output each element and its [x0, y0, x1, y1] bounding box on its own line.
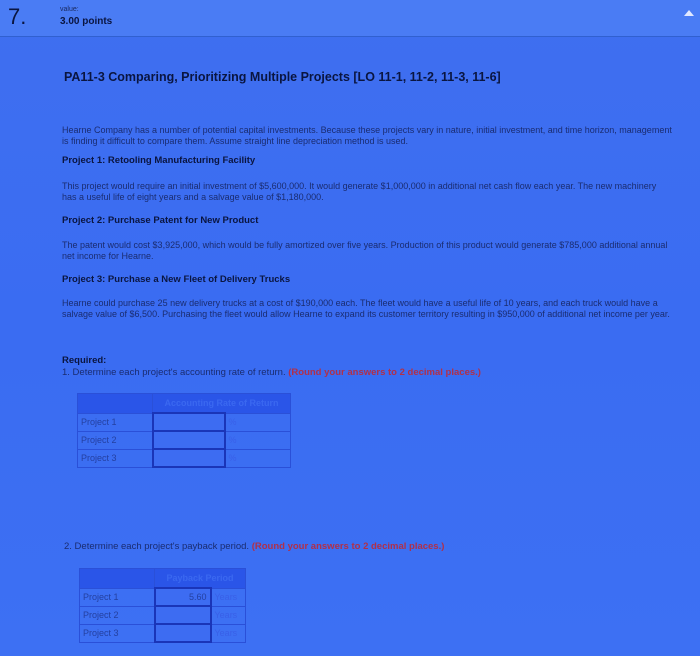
arr-table: [77, 393, 291, 468]
intro-text: Hearne Company has a number of potential capital investments. Because these projects vary in nature, initial investment, and time horizon, management is finding it difficult to compare them. Assume straight line depreciation method is used.: [62, 125, 672, 146]
arr-project-1-input[interactable]: [153, 413, 225, 431]
rounding-note: (Round your answers to 2 decimal places.): [251, 541, 445, 552]
rounding-note: (Round your answers to 2 decimal places.): [288, 367, 481, 378]
table-row: Project 2 Years: [80, 606, 246, 624]
table-row: Project 3 %: [78, 449, 291, 467]
payback-header: Payback Period: [155, 569, 246, 589]
table-row: Project 1 %: [78, 413, 291, 431]
arr-header: Accounting Rate of Return: [153, 394, 291, 414]
project-2-heading: Project 2: Purchase Patent for New Product: [62, 215, 259, 226]
project-3-text: Hearne could purchase 25 new delivery trucks at a cost of $190,000 each. The fleet would have a useful life of 10 years, and each truck would have a salvage value of $6,500. Purchasing the fleet would allow Hearne to expand its customer territory resulting in $950,000 of additional net income per year.: [62, 298, 670, 319]
payback-project-3-input[interactable]: [155, 624, 211, 642]
collapse-chevron-icon[interactable]: [684, 10, 694, 16]
payback-table: [79, 568, 246, 643]
question-header: [0, 0, 700, 37]
project-1-text: This project would require an initial investment of $5,600,000. It would generate $1,000,000 in additional net cash flow each year. The new machinery has a useful life of eight years and a salvage value of $1,180,000.: [62, 181, 657, 202]
payback-project-2-input[interactable]: [155, 606, 211, 624]
question-1: 1. Determine each project's accounting rate of return. (Round your answers to 2 decimal places.): [62, 367, 481, 378]
question-2: 2. Determine each project's payback period. (Round your answers to 2 decimal places.): [64, 541, 445, 552]
points-value: 3.00 points: [60, 16, 113, 27]
table-row: Project 1 5.60 Years: [80, 588, 246, 606]
question-number: 7.: [8, 4, 27, 29]
required-label: Required:: [62, 355, 107, 366]
table-row: Project 2 %: [78, 431, 291, 449]
problem-title: PA11-3 Comparing, Prioritizing Multiple Projects [LO 11-1, 11-2, 11-3, 11-6]: [64, 70, 501, 84]
project-2-text: The patent would cost $3,925,000, which would be fully amortized over five years. Production of this product would generate $785,000 additional annual net income for Hearne.: [62, 240, 668, 261]
value-label: value:: [60, 6, 79, 13]
project-3-heading: Project 3: Purchase a New Fleet of Delivery Trucks: [62, 274, 291, 285]
arr-project-2-input[interactable]: [153, 431, 225, 449]
project-1-heading: Project 1: Retooling Manufacturing Facility: [62, 155, 256, 166]
payback-project-1-input[interactable]: 5.60: [155, 588, 211, 606]
table-row: Project 3 Years: [80, 624, 246, 642]
arr-project-3-input[interactable]: [153, 449, 225, 467]
